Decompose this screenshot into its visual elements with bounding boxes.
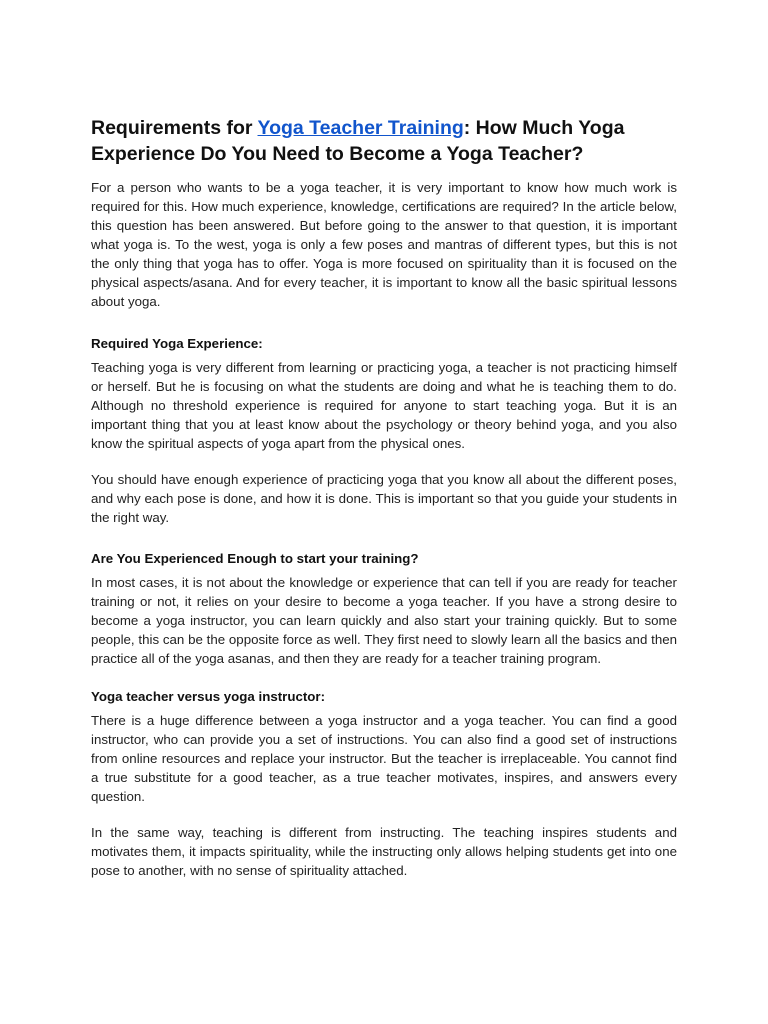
section-heading-experienced-enough: Are You Experienced Enough to start your training? — [91, 551, 419, 566]
section-paragraph: There is a huge difference between a yoga instructor and a yoga teacher. You can find a good instructor, who can provide you a set of instructions. You can also find a good set of instructions from online resources and replace your instructor. But the teacher is irreplaceable. You cannot find a true substitute for a good teacher, as a true teacher motivates, inspires, and answers every question. — [91, 713, 677, 804]
section-paragraph: You should have enough experience of practicing yoga that you know all about the different poses, and why each pose is done, and how it is done. This is important so that you guide your students in the right way. — [91, 472, 677, 525]
section-paragraph: In the same way, teaching is different from instructing. The teaching inspires students and motivates them, it impacts spirituality, while the instructing only allows helping students get into one pose to another, with no sense of spirituality attached. — [91, 825, 677, 878]
intro-paragraph: For a person who wants to be a yoga teacher, it is very important to know how much work is required for this. How much experience, knowledge, certifications are required? In the article below, this question has been answered. But before going to the answer to that question, it is important what yoga is. To the west, yoga is only a few poses and mantras of different types, but this is not the only thing that yoga has to offer. Yoga is more focused on spirituality than it is focused on the physical aspects/asana. And for every teacher, it is important to know all the basic spiritual lessons about yoga. — [91, 180, 677, 309]
yoga-teacher-training-link[interactable]: Yoga Teacher Training — [257, 117, 464, 139]
section-paragraph: Teaching yoga is very different from learning or practicing yoga, a teacher is not practicing himself or herself. But he is focusing on what the students are doing and what he is teaching them to do. Although no threshold experience is required for anyone to start teaching yoga. But it is an important thing that you at least know about the psychology or theory behind yoga, and you also know the spiritual aspects of yoga apart from the physical ones. — [91, 360, 677, 451]
article-title — [91, 115, 677, 167]
title-suffix: : How Much Yoga Experience Do You Need to Become a Yoga Teacher? — [91, 117, 625, 165]
document-page — [91, 115, 677, 880]
section-heading-teacher-vs-instructor: Yoga teacher versus yoga instructor: — [91, 689, 326, 704]
section-heading-required-experience: Required Yoga Experience: — [91, 336, 263, 351]
title-prefix: Requirements for — [91, 117, 258, 139]
section-paragraph: In most cases, it is not about the knowledge or experience that can tell if you are ready for teacher training or not, it relies on your desire to become a yoga teacher. If you have a strong desire to become a yoga instructor, you can learn quickly and also start your training quickly. But to some people, this can be the opposite force as well. They first need to slowly learn all the basics and then practice all of the yoga asanas, and then they are ready for a teacher training program. — [91, 575, 677, 666]
